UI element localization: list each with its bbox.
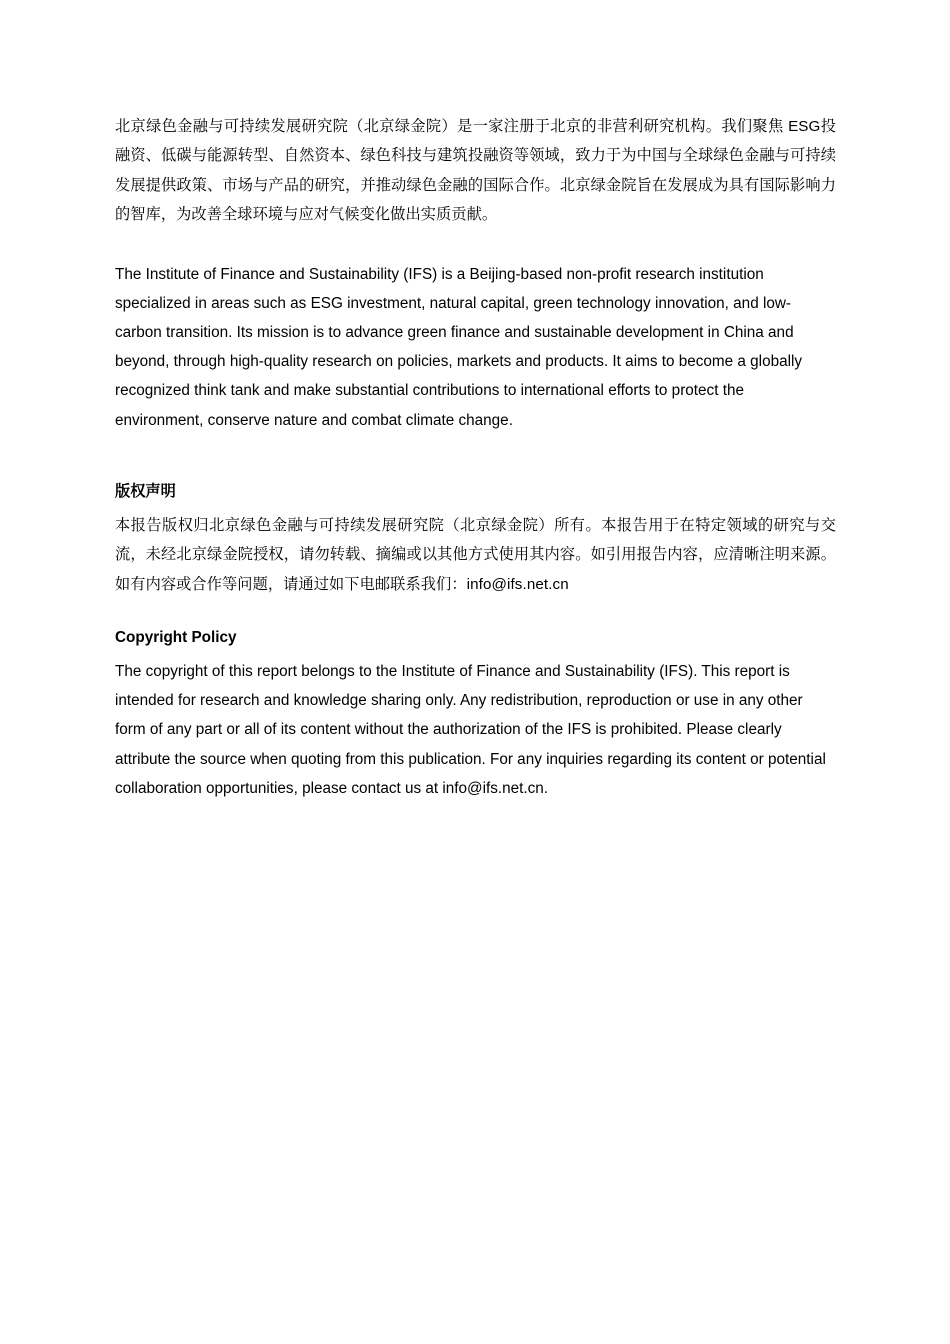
copyright-body-english: The copyright of this report belongs to the Institute of Finance and Sustainability (IFS). This report is intended for research and knowledge sharing only. Any redistribution, reproduction or use in any other form of any part or all of its content without the authorization of the IFS is prohibited. Please clearly attribute the source when quoting from this publication. For any inquiries regarding its content or potential collaboration opportunities, please contact us at info@ifs.net.cn. — [115, 663, 826, 797]
page-content-column — [115, 112, 836, 803]
about-paragraph-chinese: 北京绿色金融与可持续发展研究院（北京绿金院）是一家注册于北京的非营利研究机构。我们聚焦 ESG投融资、低碳与能源转型、自然资本、绿色科技与建筑投融资等领域，致力于为中国与全球绿色金融与可持续发展提供政策、市场与产品的研究，并推动绿色金融的国际合作。北京绿金院旨在发展成为具有国际影响力的智库，为改善全球环境与应对气候变化做出实质贡献。 — [115, 118, 836, 224]
spacer-about-cn-to-en — [115, 230, 836, 260]
copyright-heading-chinese: 版权声明 — [115, 482, 176, 500]
copyright-body-chinese: 本报告版权归北京绿色金融与可持续发展研究院（北京绿金院）所有。本报告用于在特定领域的研究与交流，未经北京绿金院授权，请勿转载、摘编或以其他方式使用其内容。如引用报告内容，应清晰注明来源。如有内容或合作等问题，请通过如下电邮联系我们：info@ifs.net.cn — [115, 516, 836, 593]
spacer-copyright-cn-to-en — [115, 599, 836, 625]
about-paragraph-english: The Institute of Finance and Sustainability (IFS) is a Beijing-based non-profit research institution specialized in areas such as ESG investment, natural capital, green technology innovation, and low-carbon transition. Its mission is to advance green finance and sustainable development in China and beyond, through high-quality research on policies, markets and products. It aims to become a globally recognized think tank and make substantial contributions to international efforts to protect the environment, conserve nature and combat climate change. — [115, 265, 803, 429]
spacer-about-to-copyright — [115, 435, 836, 479]
copyright-heading-english: Copyright Policy — [115, 629, 237, 647]
